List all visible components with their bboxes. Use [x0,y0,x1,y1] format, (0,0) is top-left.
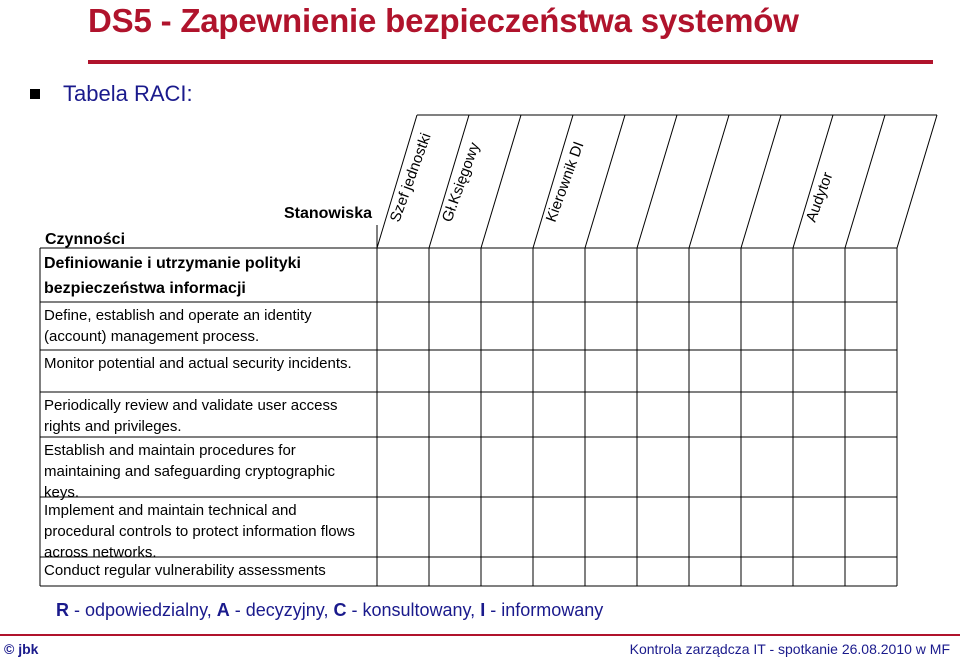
footer-meeting-info: Kontrola zarządcza IT - spotkanie 26.08.2010 w MF [629,641,950,657]
legend-r-key: R [56,600,69,620]
activity-row-text: rights and privileges. [44,418,182,435]
activities-header-label: Czynności [45,231,126,248]
role-header-divider [585,115,625,248]
role-header-divider [637,115,677,248]
legend-c-text: - konsultowany, [346,600,481,620]
role-label: Kierownik DI [542,139,588,225]
activity-row-text: Periodically review and validate user access [44,397,338,414]
activity-row-text: Establish and maintain procedures for [44,442,296,459]
positions-header-label: Stanowiska [283,205,372,222]
role-header-divider [741,115,781,248]
activity-row-text: procedural controls to protect information flows [44,523,355,540]
role-label: Gł.Księgowy [438,140,484,225]
activity-row-text: across networks. [44,544,157,561]
activity-row-text: keys. [44,484,80,501]
role-label: Szef jednostki [386,130,435,225]
activity-row-text: Conduct regular vulnerability assessments [44,562,326,579]
legend-r-text: - odpowiedzialny, [69,600,217,620]
footer-divider [0,634,960,636]
role-header-divider [689,115,729,248]
activity-row-text: Implement and maintain technical and [44,502,297,519]
activity-row-text: bezpieczeństwa informacji [44,280,246,297]
bullet-text: Tabela RACI: [63,81,193,106]
role-header-divider [897,115,937,248]
legend-i-text: - informowany [485,600,604,620]
activity-row-text: Define, establish and operate an identity [44,307,312,324]
activity-row-text: maintaining and safeguarding cryptographic [44,463,336,480]
legend-a-key: A [216,600,230,620]
legend-a-text: - decyzyjny, [229,600,334,620]
role-header-divider [845,115,885,248]
legend [56,600,603,621]
legend-i-key: I [480,600,486,620]
role-label: Audytor [802,169,837,225]
role-header-divider [481,115,521,248]
activity-row-text: (account) management process. [44,328,260,345]
activity-row-text: Monitor potential and actual security incidents. [44,355,352,372]
legend-c-key: C [333,600,347,620]
page-title: DS5 - Zapewnienie bezpieczeństwa systemów [88,2,799,39]
activity-row-text: Definiowanie i utrzymanie polityki [44,255,301,272]
footer-copyright: © jbk [4,641,39,657]
